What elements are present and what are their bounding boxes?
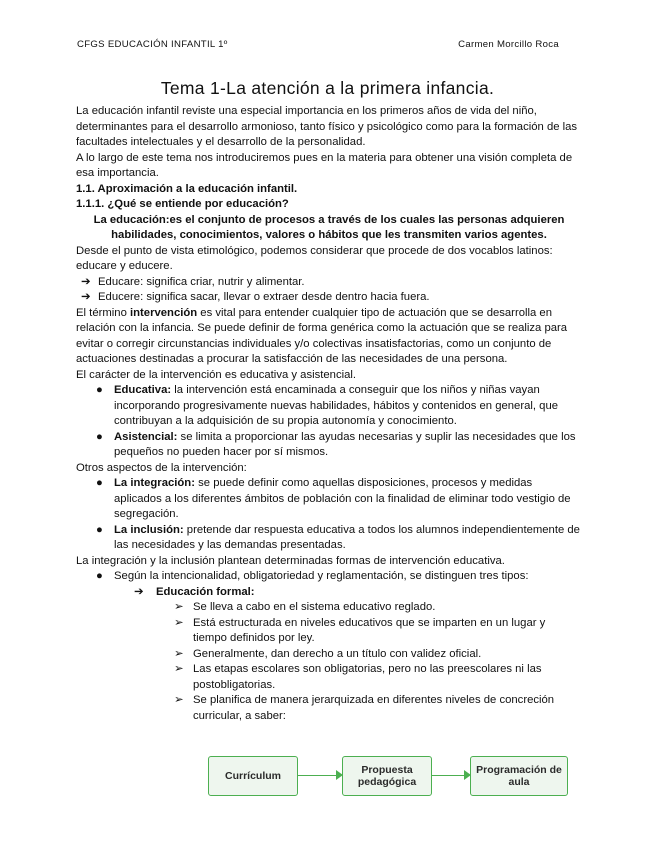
character-term-asistencial: Asistencial: xyxy=(114,430,178,443)
arrowhead-icon: ➢ xyxy=(174,647,184,660)
curricular-levels-diagram xyxy=(208,756,570,796)
diagram-box-propuesta: Propuesta pedagógica xyxy=(342,756,432,796)
bullet-icon: ● xyxy=(96,384,103,396)
list-item xyxy=(76,616,582,647)
education-definition: La educación:es el conjunto de procesos a través de los cuales las personas adquieren habilidades, conocimientos, valores o hábitos que les transmiten varios agentes. xyxy=(93,213,565,241)
bullet-icon: ● xyxy=(96,477,103,489)
list-item xyxy=(76,693,582,724)
intervention-rest: es vital para entender cualquier tipo de actuación que se desarrolla en relación con la infancia. Se puede definir de forma genérica como la actuación que se realiza para evitar o corregir circunstancias individuales y/o colectivas insatisfactorias, como un conjunto de actuaciones destinadas a procurar la satisfacción de las necesidades de una persona. xyxy=(76,306,568,365)
intervention-lead: El término xyxy=(76,306,130,319)
intro-paragraph: La educación infantil reviste una especial importancia en los primeros años de vida del niño, determinantes para el desarrollo armonioso, tanto físico y psicológico como para la formación de las facultades intelectuales y el desarrollo de la personalidad. xyxy=(76,105,578,148)
document-body xyxy=(76,104,582,724)
list-item xyxy=(76,383,582,430)
bullet-icon: ● xyxy=(96,570,103,582)
other-aspects-paragraph: Otros aspectos de la intervención: xyxy=(76,461,247,474)
formal-item: Está estructurada en niveles educativos que se imparten en un lugar y tiempo definidos por ley. xyxy=(193,616,546,644)
etymology-item-educere: Educere: significa sacar, llevar o extraer desde dentro hacia fuera. xyxy=(98,291,430,303)
list-item xyxy=(76,275,582,291)
diagram-connector xyxy=(297,775,337,776)
formal-education-heading: Educación formal: xyxy=(156,585,255,598)
header-author: Carmen Morcillo Roca xyxy=(458,39,559,50)
formal-item: Se lleva a cabo en el sistema educativo reglado. xyxy=(193,601,436,613)
arrowhead-icon: ➢ xyxy=(174,616,184,629)
etymology-paragraph: Desde el punto de vista etimológico, podemos considerar que procede de dos vocablos latinos: educare y educere. xyxy=(76,244,553,272)
other-text-integracion: se puede definir como aquellas disposiciones, procesos y medidas aplicados a los diferentes ámbitos de población con la finalidad de eliminar todo vestigio de segregación. xyxy=(114,477,571,520)
integration-forms-paragraph: La integración y la inclusión plantean determinadas formas de intervención educativa. xyxy=(76,554,505,567)
arrowhead-icon: ➢ xyxy=(174,694,184,706)
intervention-paragraph xyxy=(76,306,582,368)
bullet-icon: ● xyxy=(96,523,103,536)
arrow-right-icon: ➔ xyxy=(81,291,91,303)
other-term-inclusion: La inclusión: xyxy=(114,523,184,536)
list-item xyxy=(76,476,582,523)
formal-item: Se planifica de manera jerarquizada en diferentes niveles de concreción curricular, a saber: xyxy=(193,694,555,722)
arrowhead-icon: ➢ xyxy=(174,663,184,675)
header-course: CFGS EDUCACIÓN INFANTIL 1º xyxy=(77,39,228,50)
section-heading-1-1-1: 1.1.1. ¿Qué se entiende por educación? xyxy=(76,198,289,210)
list-item xyxy=(76,647,582,663)
diagram-box-curriculum: Currículum xyxy=(208,756,298,796)
character-text-educativa: la intervención está encaminada a conseguir que los niños y niñas vayan incorporando progresivamente nuevas habilidades, hábitos y contenidos en general, que contribuyan a la adquisición de su propia autonomía y conocimiento. xyxy=(114,384,559,427)
diagram-box-programacion: Programación de aula xyxy=(470,756,568,796)
character-paragraph: El carácter de la intervención es educativa y asistencial. xyxy=(76,368,357,381)
page-title: Tema 1-La atención a la primera infancia. xyxy=(160,78,495,98)
formal-item: Las etapas escolares son obligatorias, pero no las preescolares ni las postobligatorias. xyxy=(193,663,542,691)
arrow-right-icon: ➔ xyxy=(81,275,91,288)
arrow-right-icon: ➔ xyxy=(134,585,144,598)
diagram-connector xyxy=(431,775,465,776)
list-item xyxy=(76,585,582,601)
list-item xyxy=(76,430,582,461)
bullet-icon: ● xyxy=(96,430,103,443)
list-item xyxy=(76,569,582,585)
intervention-term: intervención xyxy=(130,306,198,319)
list-item xyxy=(76,662,582,693)
list-item xyxy=(76,600,582,616)
character-term-educativa: Educativa: xyxy=(114,384,172,396)
arrowhead-icon: ➢ xyxy=(174,601,184,613)
list-item xyxy=(76,523,582,554)
intro-paragraph-2: A lo largo de este tema nos introduciremos pues en la materia para obtener una visión completa de esa importancia. xyxy=(76,151,573,179)
other-term-integracion: La integración: xyxy=(114,477,195,489)
other-text-inclusion: pretende dar respuesta educativa a todos los alumnos independientemente de las necesidades y las demandas presentadas. xyxy=(114,523,580,551)
types-bullet-text: Según la intencionalidad, obligatoriedad y reglamentación, se distinguen tres tipos: xyxy=(114,570,529,582)
character-text-asistencial: se limita a proporcionar las ayudas necesarias y suplir las necesidades que los pequeños no pueden hacer por sí mismos. xyxy=(114,430,576,458)
etymology-item-educare: Educare: significa criar, nutrir y alimentar. xyxy=(98,275,305,288)
formal-item: Generalmente, dan derecho a un título con validez oficial. xyxy=(193,647,482,660)
list-item xyxy=(76,290,582,306)
section-heading-1-1: 1.1. Aproximación a la educación infantil. xyxy=(76,182,298,195)
